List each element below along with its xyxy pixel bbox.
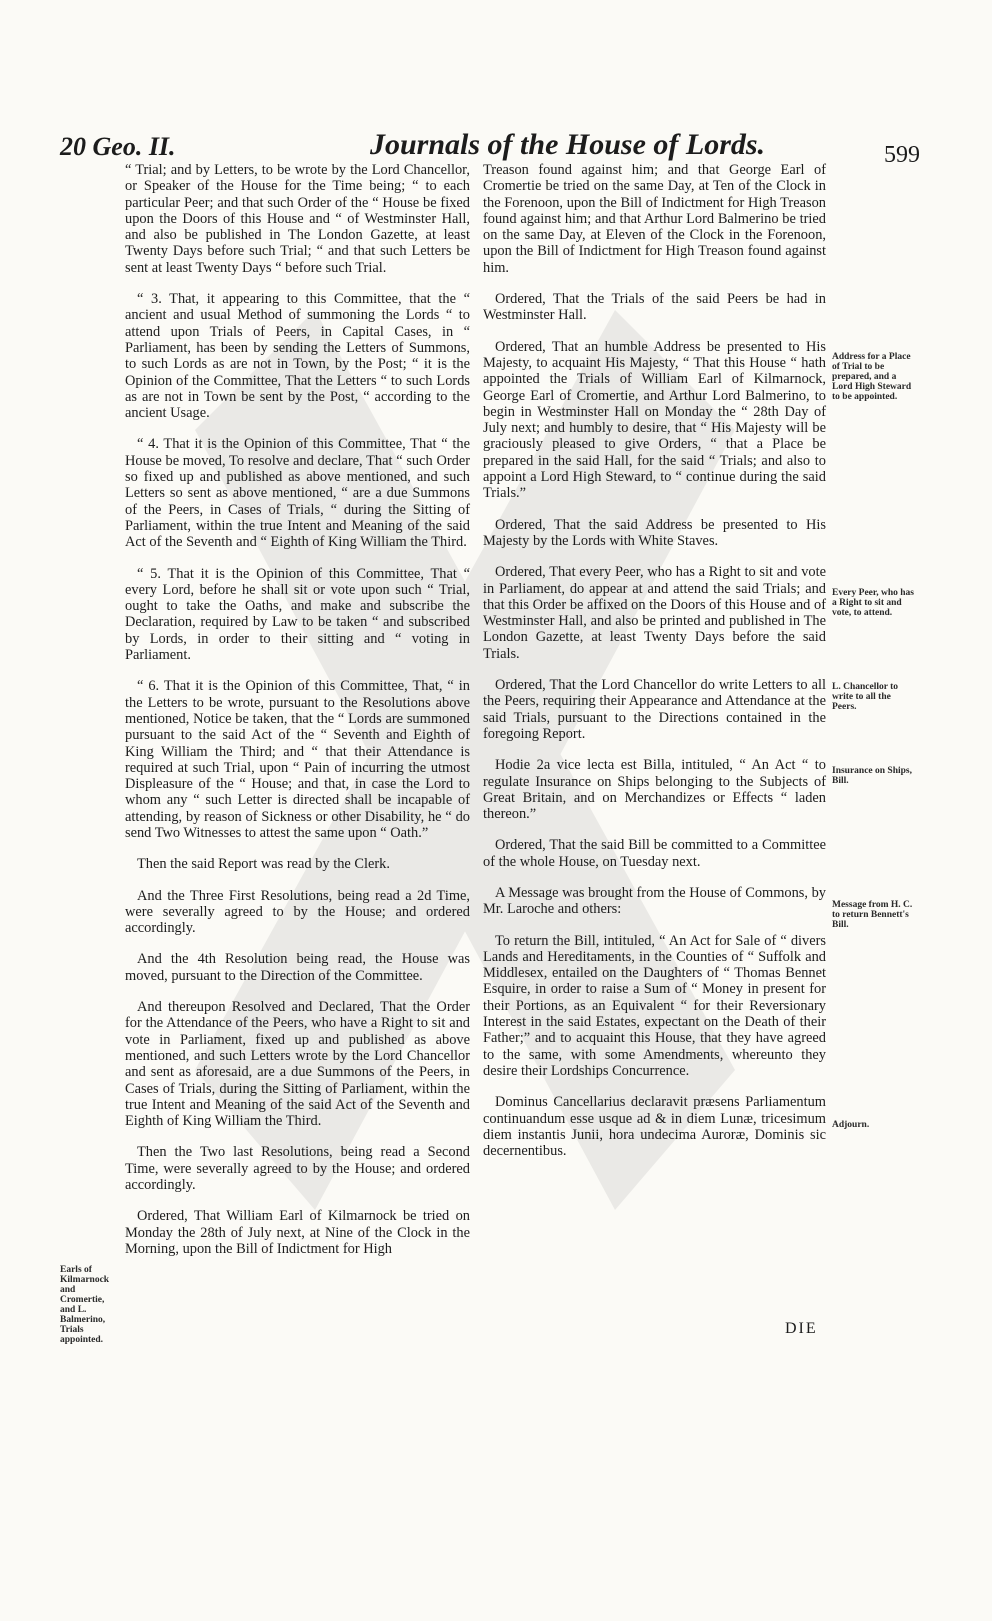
paragraph: Hodie 2a vice lecta est Billa, intituled, “ An Act “ to regulate Insurance on Ships belonging to the Subjects of Great Britain, and on Merchandizes or Effects “ laden thereon.” [483, 757, 826, 823]
margin-note-adjourn: Adjourn. [832, 1120, 870, 1130]
paragraph: Dominus Cancellarius declaravit præsens Parliamentum continuandum esse usque ad & in diem Lunæ, tricesimum diem instantis Junii, hora undecima Auroræ, Dominis sic decernentibus. [483, 1094, 826, 1160]
margin-note-address: Address for a Place of Trial to be prepared, and a Lord High Steward to be appointed. [832, 352, 912, 402]
paragraph: Ordered, That an humble Address be presented to His Majesty, to acquaint His Majesty, “ That this House “ hath appointed the Trials of William Earl of Kilmarnock, George Earl of Cromertie, and Arthur Lord Balmerino, to begin in Westminster Hall on Monday the “ 28th Day of July next; and humbly to desire, that “ His Majesty will be graciously pleased to give Orders, “ that a Place be prepared in the said Hall, for the said “ Trials; and also to appoint a Lord High Steward, to “ continue during the said Trials.” [483, 338, 826, 502]
margin-note-every-peer: Every Peer, who has a Right to sit and vote, to attend. [832, 588, 914, 618]
left-column [125, 162, 470, 1272]
paragraph: Ordered, That the said Address be presented to His Majesty by the Lords with White Staves. [483, 516, 826, 549]
margin-note-earls-trials: Earls of Kilmarnock and Cromertie, and L. Balmerino, Trials appointed. [60, 1265, 110, 1345]
margin-note-message: Message from H. C. to return Bennett's Bill. [832, 900, 913, 930]
paragraph: “ 3. That, it appearing to this Committee, that the “ ancient and usual Method of summoning the Lords “ to attend upon Trials of Peers, in Capital Cases, in “ Parliament, has been by sending the Letters of Summons, to such Lords as are not in Town, by the Post; “ it is the Opinion of the Committee, That the Letters “ to such Lords as are not in Town be sent by the Post, “ according to the ancient Usage. [125, 291, 470, 422]
paragraph: A Message was brought from the House of Commons, by Mr. Laroche and others: [483, 884, 826, 918]
paragraph: And the 4th Resolution being read, the House was moved, pursuant to the Direction of the Committee. [125, 951, 470, 984]
paragraph: Ordered, That William Earl of Kilmarnock be tried on Monday the 28th of July next, at Nine of the Clock in the Morning, upon the Bill of Indictment for High [125, 1208, 470, 1257]
header-regnal-year: 20 Geo. II. [60, 132, 176, 161]
paragraph: “ Trial; and by Letters, to be wrote by the Lord Chancellor, or Speaker of the House for the Time being; “ to each particular Peer; and that such Order of the “ House be fixed upon the Doors of this House and “ of Westminster Hall, and also be published in The London Gazette, at least Twenty Days before such Trial; “ and that such Letters be sent at least Twenty Days “ before such Trial. [125, 162, 470, 276]
paragraph: Ordered, That the Lord Chancellor do write Letters to all the Peers, requiring their Appearance and Attendance at the said Trials, pursuant to the Directions contained in the foregoing Report. [483, 677, 826, 742]
paragraph: And thereupon Resolved and Declared, That the Order for the Attendance of the Peers, who have a Right to sit and vote in Parliament, fixed up and published as above mentioned, and such Letters wrote by the Lord Chancellor and sent as aforesaid, are a due Summons of the Peers, in Cases of Trials, during the Sitting of Parliament, within the true Intent and Meaning of the said Act of the Seventh and Eighth of King William the Third. [125, 999, 470, 1130]
page-number: 599 [884, 142, 920, 168]
paragraph: To return the Bill, intituled, “ An Act for Sale of “ divers Lands and Hereditaments, in the Counties of “ Suffolk and Middlesex, entailed on the Daughters of “ Thomas Bennet Esquire, in order to raise a Sum of “ Money in present for their Portions, as an Equivalent “ for their Reversionary Interest in the said Estates, expectant on the Death of their Father;” and to acquaint this House, that they have agreed to the same, with some Amendments, whereunto they desire their Lordships Concurrence. [483, 932, 826, 1079]
margin-note-insurance: Insurance on Ships, Bill. [832, 766, 912, 786]
margin-note-chancellor: L. Chancellor to write to all the Peers. [832, 682, 899, 712]
paragraph: “ 4. That it is the Opinion of this Committee, That “ the House be moved, To resolve and declare, That “ such Order so fixed up and published as above mentioned, and such Letters so sent as above mentioned, “ are a due Summons of the Peers, in Cases of Trials, “ during the Sitting of Parliament, within the true Intent and Meaning of the said Act of the Seventh and “ Eighth of King William the Third. [125, 436, 470, 551]
paragraph: “ 5. That it is the Opinion of this Committee, That “ every Lord, before he shall sit or vote upon such “ Trial, ought to take the Oaths, and make and subscribe the Declaration, required by Law to be taken “ and subscribed by Lords, in order to their sitting and “ voting in Parliament. [125, 565, 470, 664]
paragraph: “ 6. That it is the Opinion of this Committee, That, “ in the Letters to be wrote, pursuant to the Resolutions above mentioned, Notice be taken, that the “ Lords are summoned pursuant to the said Act of the “ Seventh and Eighth of King William the Third; and “ that their Attendance is required at such Trial, upon “ Pain of incurring the utmost Displeasure of the “ House; and that, in case the Lord to whom any “ such Letter is directed shall be incapable of attending, by reason of Sickness or other Disability, he “ do send Two Witnesses to attest the same upon “ Oath.” [125, 678, 470, 841]
paragraph: Then the said Report was read by the Clerk. [137, 856, 390, 873]
paragraph: Ordered, That the said Bill be committed to a Committee of the whole House, on Tuesday next. [483, 837, 826, 870]
paragraph: Ordered, That the Trials of the said Peers be had in Westminster Hall. [483, 291, 826, 324]
header-title: Journals of the House of Lords. [370, 128, 766, 161]
catchword: DIE [785, 1320, 818, 1337]
paragraph: And the Three First Resolutions, being read a 2d Time, were severally agreed to by the House; and ordered accordingly. [125, 887, 470, 937]
right-column [483, 162, 826, 1174]
paragraph: Ordered, That every Peer, who has a Right to sit and vote in Parliament, do appear at and attend the said Trials; and that this Order be affixed on the Doors of this House and of Westminster Hall, and also be printed and published in The London Gazette, at least Twenty Days before the said Trials. [483, 564, 826, 662]
paragraph: Treason found against him; and that George Earl of Cromertie be tried on the same Day, at Ten of the Clock in the Forenoon, upon the Bill of Indictment for High Treason found against him; and that Arthur Lord Balmerino be tried on the same Day, at Eleven of the Clock in the Forenoon, upon the Bill of Indictment for High Treason found against him. [483, 162, 826, 276]
paragraph: Then the Two last Resolutions, being read a Second Time, were severally agreed to by the House; and ordered accordingly. [125, 1144, 470, 1194]
